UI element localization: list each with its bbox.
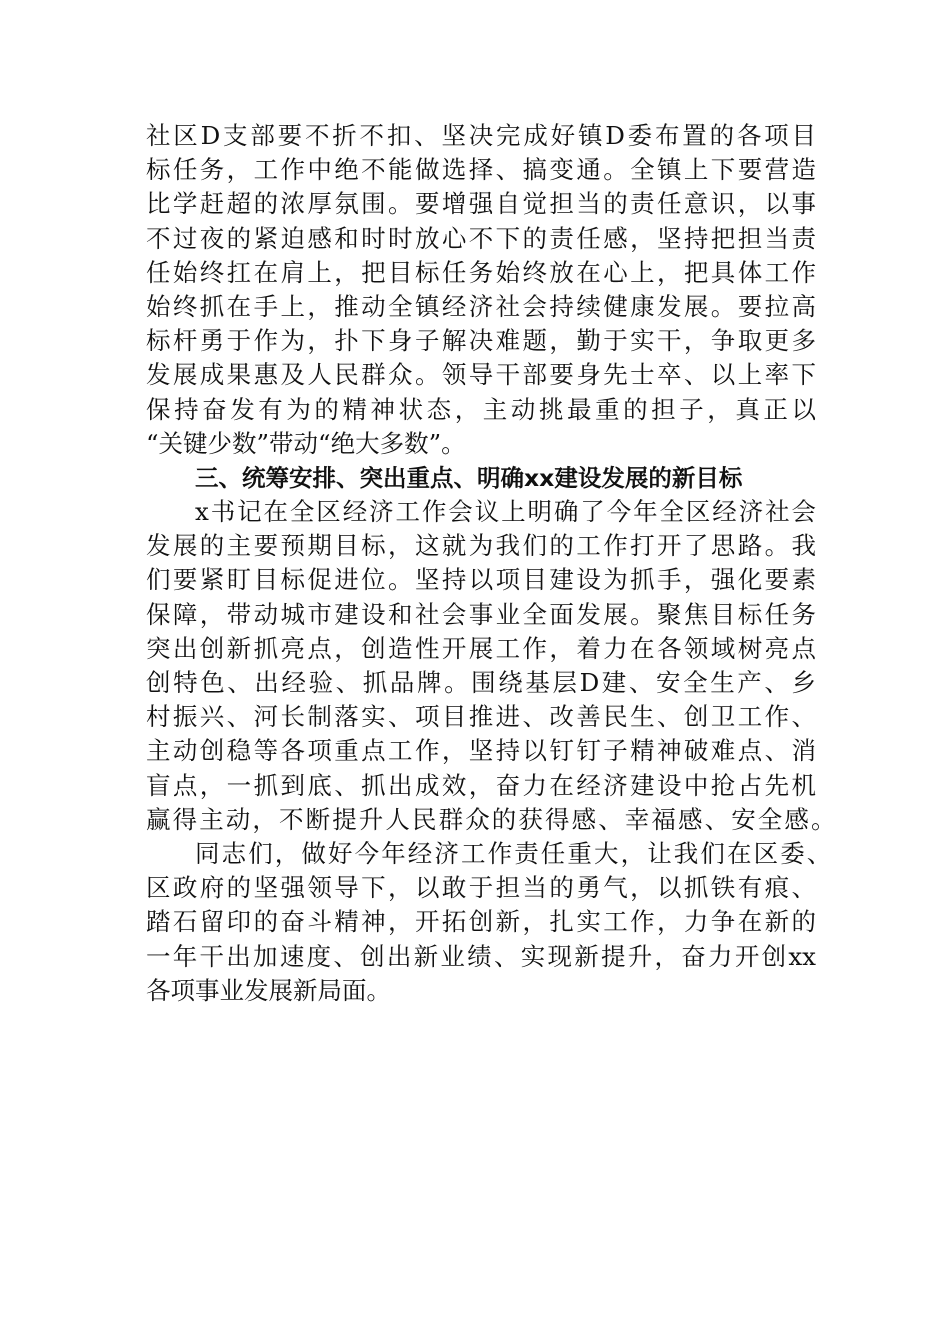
text-line: 一年干出加速度、创出新业绩、实现新提升，奋力开创xx: [146, 941, 816, 971]
text-line: 村振兴、河长制落实、项目推进、改善民生、创卫工作、: [146, 702, 816, 732]
text-line: 不过夜的紧迫感和时时放心不下的责任感，坚持把担当责: [146, 223, 816, 253]
text-line: 赢得主动，不断提升人民群众的获得感、幸福感、安全感。: [146, 804, 838, 834]
text-line: 社区D支部要不折不扣、坚决完成好镇D委布置的各项目: [146, 121, 816, 150]
text-line: 主动创稳等各项重点工作，坚持以钉钉子精神破难点、消: [146, 736, 816, 766]
text-line: 各项事业发展新局面。: [146, 975, 391, 1005]
text-line: 任始终扛在肩上，把目标任务始终放在心上，把具体工作: [146, 257, 816, 287]
text-line: 发展的主要预期目标，这就为我们的工作打开了思路。我: [146, 531, 816, 561]
text-line: 踏石留印的奋斗精神，开拓创新，扎实工作，力争在新的: [146, 907, 816, 937]
text-line: 比学赶超的浓厚氛围。要增强自觉担当的责任意识，以事: [146, 189, 816, 219]
text-line: 突出创新抓亮点，创造性开展工作，着力在各领域树亮点: [146, 633, 816, 663]
text-line: 标任务，工作中绝不能做选择、搞变通。全镇上下要营造: [146, 155, 816, 185]
text-line: 标杆勇于作为，扑下身子解决难题，勤于实干，争取更多: [146, 326, 816, 356]
text-line: 盲点，一抓到底、抓出成效，奋力在经济建设中抢占先机: [146, 770, 816, 800]
text-line: 始终抓在手上，推动全镇经济社会持续健康发展。要拉高: [146, 291, 816, 321]
text-line: x书记在全区经济工作会议上明确了今年全区经济社会: [195, 497, 816, 527]
text-line: 创特色、出经验、抓品牌。围绕基层D建、安全生产、乡: [146, 668, 816, 697]
text-line: 区政府的坚强领导下，以敢于担当的勇气，以抓铁有痕、: [146, 873, 816, 903]
text-line: 保持奋发有为的精神状态，主动挑最重的担子，真正以: [146, 394, 816, 424]
text-line: “关键少数”带动“绝大多数”。: [146, 428, 466, 458]
text-line: 保障，带动城市建设和社会事业全面发展。聚焦目标任务: [146, 599, 816, 629]
text-line: 发展成果惠及人民群众。领导干部要身先士卒、以上率下: [146, 360, 816, 390]
text-line: 同志们，做好今年经济工作责任重大，让我们在区委、: [195, 838, 834, 868]
section-heading: 三、统筹安排、突出重点、明确xx建设发展的新目标: [195, 463, 743, 492]
document-body: [146, 119, 838, 1008]
text-line: 们要紧盯目标促进位。坚持以项目建设为抓手，强化要素: [146, 565, 816, 595]
